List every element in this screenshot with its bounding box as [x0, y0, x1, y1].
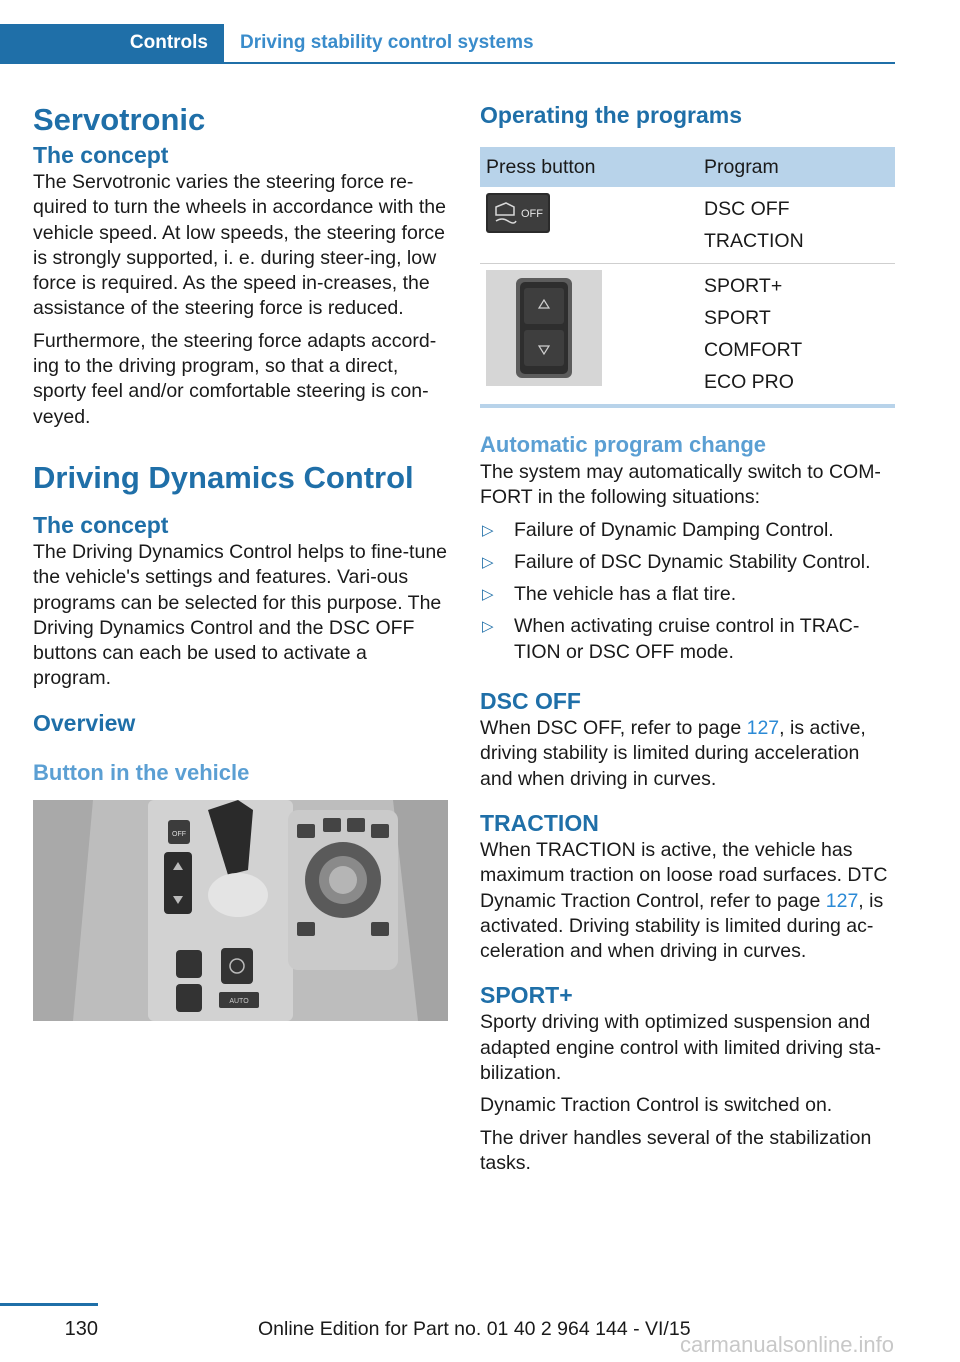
operating-programs-heading: Operating the programs [480, 102, 742, 128]
auto-program-change-heading: Automatic program change [480, 432, 767, 457]
left-column [33, 100, 448, 1021]
list-item: ▷ Failure of Dynamic Damping Control. [480, 518, 895, 543]
page-link[interactable]: 127 [746, 717, 780, 740]
program-dsc-off: DSC OFF [704, 198, 790, 220]
sport-plus-heading: SPORT+ [480, 982, 573, 1009]
servotronic-paragraph-1: The Servotronic varies the steering force re‐quired to turn the wheels in accordance with the vehicle speed. At low speeds, the steering force is strongly supported, i. e. during steer‐ing, low force is required. As the speed in‐creases, the assistance of the steering force is reduced. [33, 171, 446, 320]
table-row [480, 264, 895, 407]
col-program: Program [698, 147, 895, 187]
overview-heading: Overview [33, 709, 136, 736]
page-header [0, 24, 895, 64]
dsc-off-button-icon [486, 193, 550, 233]
program-traction: TRACTION [704, 230, 804, 252]
sport-plus-paragraph-3: The driver handles several of the stabilization tasks. [480, 1126, 872, 1174]
auto-change-list [480, 518, 895, 665]
dsc-off-heading: DSC OFF [480, 688, 581, 715]
button-in-vehicle-heading: Button in the vehicle [33, 759, 250, 785]
traction-heading: TRACTION [480, 809, 599, 836]
bullet-triangle-icon: ▷ [482, 521, 494, 539]
auto-change-paragraph: The system may automatically switch to COM‐FORT in the following situations: [480, 461, 881, 509]
edition-text: Online Edition for Part no. 01 40 2 964 144 - VI/15 [258, 1318, 691, 1340]
driving-dynamics-switch-icon [486, 270, 602, 386]
list-item: ▷ The vehicle has a flat tire. [480, 582, 895, 607]
concept-heading-2: The concept [33, 511, 169, 538]
dsc-off-paragraph: When DSC OFF, refer to page 127, is active, driving stability is limited during acceleration and when driving in curves. [480, 717, 866, 790]
ddc-paragraph: The Driving Dynamics Control helps to fine-tune the vehicle's settings and features. Vari‐ous programs can be selected for this purpose. The Driving Dynamics Control and the DSC OFF buttons can each be used to activate a program. [33, 540, 448, 690]
servotronic-title: Servotronic [33, 102, 206, 137]
program-comfort: COMFORT [704, 339, 803, 361]
page-number: 130 [64, 1318, 98, 1340]
traction-paragraph: When TRACTION is active, the vehicle has maximum traction on loose road surfaces. DTC Dynamic Traction Control, refer to page 127, is activated. Driving stability is limited during ac‐celeration and when driving in curves. [480, 838, 888, 963]
watermark: carmanualsonline.info [680, 1332, 895, 1357]
table-row [480, 187, 895, 264]
vehicle-center-console-image [33, 800, 448, 1021]
program-eco-pro: ECO PRO [704, 371, 794, 393]
concept-heading: The concept [33, 142, 169, 168]
list-item: ▷ When activating cruise control in TRAC‐TION or DSC OFF mode. [482, 615, 860, 663]
svg-text:OFF: OFF [172, 830, 186, 838]
svg-text:AUTO: AUTO [229, 997, 249, 1005]
svg-text:OFF: OFF [521, 208, 543, 220]
footer-rule [0, 1303, 98, 1306]
programs-table [480, 147, 895, 408]
console-illustration [33, 800, 448, 1021]
chapter-tab[interactable]: Controls [0, 24, 224, 62]
list-item: ▷ Failure of DSC Dynamic Stability Control. [480, 550, 895, 575]
sport-plus-paragraph-1: Sporty driving with optimized suspension and adapted engine control with limited driving sta‐bilization. [480, 1011, 882, 1085]
col-press-button: Press button [480, 147, 698, 187]
servotronic-paragraph-2: Furthermore, the steering force adapts accord‐ing to the driving program, so that a direct, sporty feel and/or comfortable steering is con‐veyed. [33, 329, 437, 428]
bullet-triangle-icon: ▷ [482, 618, 494, 636]
bullet-triangle-icon: ▷ [482, 553, 494, 571]
section-title[interactable]: Driving stability control systems [240, 32, 534, 53]
right-column [480, 100, 895, 1176]
bullet-triangle-icon: ▷ [482, 586, 494, 604]
program-sport: SPORT [704, 307, 771, 329]
program-sport-plus: SPORT+ [704, 275, 783, 297]
page-link[interactable]: 127 [825, 889, 859, 912]
sport-plus-paragraph-2: Dynamic Traction Control is switched on. [480, 1094, 833, 1117]
ddc-title: Driving Dynamics Control [33, 459, 414, 495]
